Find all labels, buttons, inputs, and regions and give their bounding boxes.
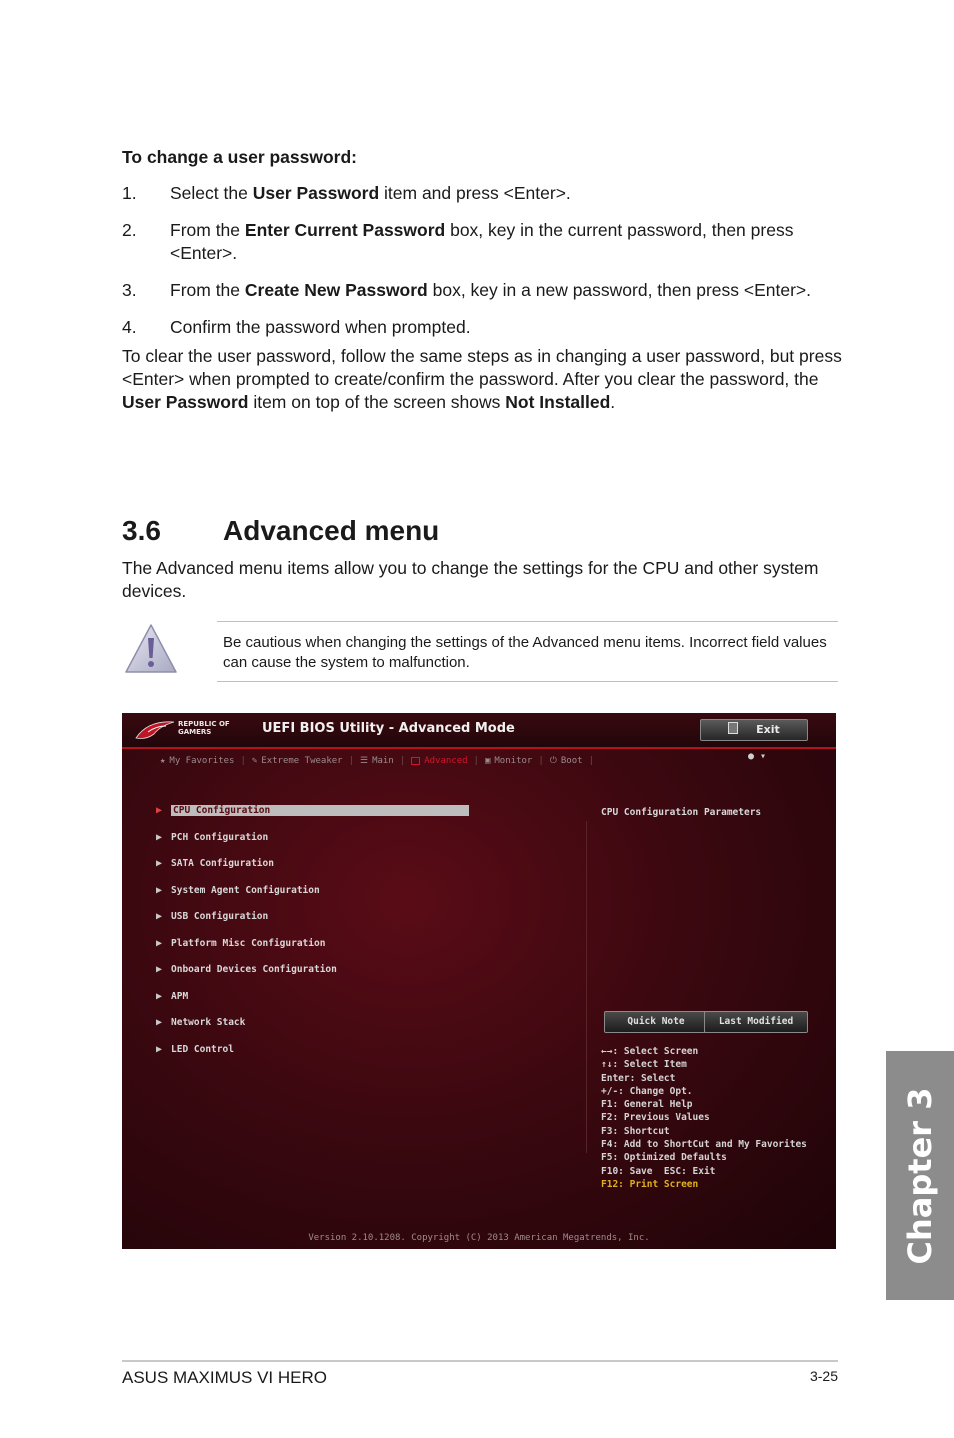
password-heading: To change a user password: (122, 147, 358, 167)
submenu-arrow-icon: ▶ (156, 990, 163, 1002)
clear-password-paragraph: To clear the user password, follow the same steps as in changing a user password, but press <Enter> when prompted to create/confirm the password. After you clear the password, the User Password item on top of the screen shows Not Installed. (122, 346, 842, 412)
exit-button[interactable]: Exit (700, 719, 808, 741)
submenu-arrow-icon: ▶ (156, 858, 163, 869)
step-3-text: From the Create New Password box, key in a new password, then press <Enter>. (170, 280, 812, 300)
last-modified-button[interactable]: Last Modified (704, 1011, 808, 1033)
caution-text: Be cautious when changing the settings of the Advanced menu items. Incorrect field values can cause the system to malfunction. (223, 634, 827, 671)
caution-top-rule (217, 621, 838, 622)
step-1-text: Select the User Password item and press <Enter>. (170, 183, 571, 203)
help-panel-title: CPU Configuration Parameters (601, 807, 762, 818)
submenu-arrow-icon: ▶ (156, 911, 163, 922)
tab-separator: | (538, 756, 544, 766)
submenu-arrow-icon: ▶ (156, 937, 163, 949)
monitor-icon: ▣ (484, 756, 491, 766)
exit-icon (728, 722, 738, 734)
power-icon: ⏻ (549, 756, 557, 766)
section-title: Advanced menu (223, 515, 440, 546)
tab-separator: | (240, 756, 246, 766)
tab-monitor[interactable]: ▣ Monitor (484, 756, 533, 766)
tab-main[interactable]: ☰ Main (360, 756, 394, 766)
submenu-arrow-icon: ▶ (156, 831, 163, 843)
key-help-line-print-screen: F12: Print Screen (601, 1178, 699, 1190)
step-4-text: Confirm the password when prompted. (170, 317, 471, 337)
chapter-tab (886, 1051, 954, 1300)
advanced-icon (411, 757, 420, 765)
key-help-line: F1: General Help (601, 1099, 693, 1111)
submenu-arrow-icon: ▶ (156, 1043, 163, 1055)
key-help-line: F10: Save ESC: Exit (601, 1165, 716, 1177)
bios-version-footer: Version 2.10.1208. Copyright (C) 2013 American Megatrends, Inc. (308, 1233, 650, 1243)
submenu-arrow-icon: ▶ (156, 1017, 163, 1028)
quick-note-button[interactable]: Quick Note (604, 1011, 708, 1033)
section-number: 3.6 (122, 515, 161, 546)
submenu-arrow-icon: ▶ (156, 805, 163, 816)
key-help-line: F3: Shortcut (601, 1125, 670, 1137)
tab-extreme-tweaker[interactable]: ✎ Extreme Tweaker (251, 756, 343, 766)
chapter-label: Chapter 3 (901, 1087, 939, 1264)
rog-logo-icon (134, 718, 176, 746)
caution-bottom-rule (217, 681, 838, 682)
menu-item-network-stack[interactable]: ▶ Network Stack (156, 1017, 246, 1028)
key-help-line: +/-: Change Opt. (601, 1085, 693, 1097)
bios-title: UEFI BIOS Utility - Advanced Mode (262, 721, 515, 736)
menu-item-sata-configuration[interactable]: ▶ SATA Configuration (156, 858, 274, 869)
warning-icon (124, 622, 178, 681)
menu-item-usb-configuration[interactable]: ▶ USB Configuration (156, 911, 269, 922)
tab-my-favorites[interactable]: ★ My Favorites (160, 756, 235, 766)
list-icon: ☰ (360, 756, 369, 766)
advanced-menu-list (156, 805, 472, 1070)
tab-boot[interactable]: ⏻ Boot (549, 756, 583, 766)
footer-page-number: 3-25 (809, 1368, 838, 1384)
menu-item-cpu-configuration[interactable]: ▶ CPU Configuration (156, 805, 472, 832)
step-2-number: 2. (122, 220, 137, 240)
menu-item-pch-configuration[interactable]: ▶ PCH Configuration (156, 831, 269, 843)
key-help-line: Enter: Select (601, 1072, 676, 1084)
step-2-text: From the Enter Current Password box, key in the current password, then press <Enter>. (170, 220, 794, 263)
tab-scroll-indicator[interactable]: ● ▾ (748, 751, 767, 762)
menu-item-apm[interactable]: ▶ APM (156, 990, 189, 1002)
panel-divider (586, 821, 587, 1153)
tweaker-icon: ✎ (251, 756, 258, 766)
bios-header (122, 713, 836, 749)
star-icon: ★ (160, 756, 166, 766)
menu-item-platform-misc-configuration[interactable]: ▶ Platform Misc Configuration (156, 937, 326, 949)
key-help-line: ↑↓: Select Item (601, 1059, 687, 1071)
tab-separator: | (399, 756, 406, 766)
menu-item-onboard-devices-configuration[interactable]: ▶ Onboard Devices Configuration (156, 964, 337, 975)
step-4-number: 4. (122, 317, 137, 337)
key-help-line: F5: Optimized Defaults (601, 1152, 727, 1164)
step-3-number: 3. (122, 280, 137, 300)
key-help-line: F2: Previous Values (601, 1112, 710, 1124)
footer-rule (122, 1360, 838, 1362)
tab-separator: | (588, 756, 594, 766)
footer-product-name: ASUS MAXIMUS VI HERO (122, 1368, 327, 1387)
key-help-line: F4: Add to ShortCut and My Favorites (601, 1139, 807, 1151)
bios-tab-bar (160, 753, 600, 769)
bios-screenshot (122, 713, 836, 1249)
rog-logo-text: REPUBLIC OF GAMERS (178, 720, 230, 736)
step-1-number: 1. (122, 183, 137, 203)
submenu-arrow-icon: ▶ (156, 884, 163, 896)
tab-separator: | (473, 756, 479, 766)
key-help-line: ←→: Select Screen (601, 1046, 699, 1057)
tab-separator: | (348, 756, 354, 766)
tab-advanced[interactable]: Advanced (411, 756, 467, 766)
menu-item-system-agent-configuration[interactable]: ▶ System Agent Configuration (156, 884, 320, 896)
section-intro: The Advanced menu items allow you to change the settings for the CPU and other system devices. (122, 558, 819, 601)
menu-item-led-control[interactable]: ▶ LED Control (156, 1043, 234, 1055)
key-help-list (601, 1045, 807, 1191)
submenu-arrow-icon: ▶ (156, 964, 163, 975)
